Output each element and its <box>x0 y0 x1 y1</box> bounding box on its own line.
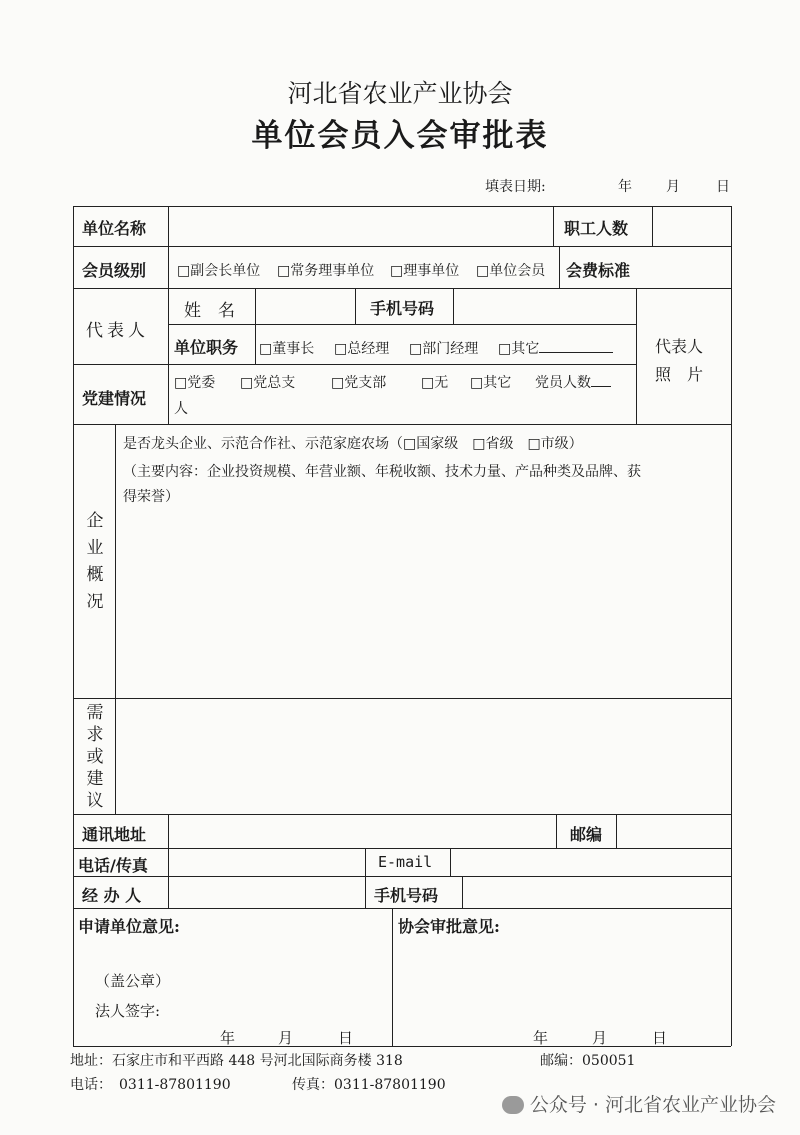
date-day: 日 <box>716 179 730 195</box>
rule <box>73 814 731 815</box>
rule <box>73 848 731 849</box>
footer-zip: 邮编：050051 <box>540 1053 636 1069</box>
rule <box>73 206 731 207</box>
zip-label: 邮编 <box>570 825 603 844</box>
assoc-day: 日 <box>652 1029 668 1047</box>
rule <box>450 848 451 876</box>
rule <box>616 814 617 848</box>
phone-fax-label: 电话/传真 <box>78 856 148 875</box>
rule <box>73 1046 731 1047</box>
rule <box>168 324 636 325</box>
rep-name-label: 姓 名 <box>184 301 235 321</box>
overview-label: 企业概况 <box>86 511 104 612</box>
party-option-none[interactable]: □无 <box>421 375 449 391</box>
wechat-icon <box>502 1096 524 1114</box>
position-option-other-label: □其它 <box>498 341 540 357</box>
footer-address: 地址：石家庄市和平西路 448 号河北国际商务楼 318 <box>70 1053 403 1069</box>
legal-signature-label: 法人签字: <box>95 1002 161 1020</box>
rule <box>73 876 731 877</box>
watermark-text: 公众号 · 河北省农业产业协会 <box>529 1094 776 1116</box>
applicant-year: 年 <box>220 1029 236 1047</box>
overview-line-3: 得荣誉） <box>123 489 179 505</box>
applicant-day: 日 <box>338 1029 354 1047</box>
watermark <box>502 1090 776 1117</box>
party-building-label: 党建情况 <box>82 389 147 408</box>
rule <box>73 364 636 365</box>
rule <box>365 848 366 908</box>
staff-count-label: 职工人数 <box>564 219 629 238</box>
representative-label: 代表人 <box>86 321 149 341</box>
member-level-label: 会员级别 <box>82 261 147 280</box>
rule <box>73 424 731 425</box>
handler-label: 经 办 人 <box>82 886 142 905</box>
party-option-general-branch[interactable]: □党总支 <box>240 375 296 391</box>
rule <box>168 364 169 424</box>
address-label: 通讯地址 <box>82 825 147 844</box>
party-option-branch[interactable]: □党支部 <box>331 375 387 391</box>
position-option-other[interactable] <box>498 338 613 358</box>
position-option-chairman[interactable]: □董事长 <box>259 341 315 357</box>
photo-label-line1: 代表人 <box>655 337 704 356</box>
rule <box>73 698 731 699</box>
rule <box>73 288 731 289</box>
needs-label: 需求或建议 <box>86 703 104 811</box>
party-members-unit: 人 <box>174 401 188 417</box>
rule <box>168 288 169 364</box>
association-opinion-label: 协会审批意见: <box>398 917 500 936</box>
position-option-gm[interactable]: □总经理 <box>334 341 390 357</box>
rep-position-label: 单位职务 <box>174 338 239 357</box>
level-option-member[interactable]: □单位会员 <box>476 263 546 279</box>
handler-mobile-label: 手机号码 <box>374 886 439 905</box>
rule <box>255 288 256 364</box>
fee-standard-label: 会费标准 <box>566 261 631 280</box>
position-option-dept-manager[interactable]: □部门经理 <box>409 341 479 357</box>
rule <box>731 206 732 1046</box>
email-label: E-mail <box>378 853 433 871</box>
rule <box>652 206 653 246</box>
level-option-director[interactable]: □理事单位 <box>390 263 460 279</box>
party-option-committee[interactable]: □党委 <box>174 375 216 391</box>
rule <box>115 424 116 814</box>
rule <box>556 814 557 848</box>
rule <box>392 908 393 1046</box>
unit-name-label: 单位名称 <box>82 219 147 238</box>
rule <box>73 206 74 1046</box>
org-name: 河北省农业产业协会 <box>287 79 513 108</box>
rule <box>168 206 169 288</box>
rule <box>168 814 169 908</box>
form-title: 单位会员入会审批表 <box>251 118 549 154</box>
footer-fax: 传真：0311-87801190 <box>292 1077 446 1093</box>
date-year: 年 <box>618 179 632 195</box>
party-option-other[interactable]: □其它 <box>470 375 512 391</box>
footer-phone: 电话： 0311-87801190 <box>70 1077 231 1093</box>
rule <box>636 288 637 424</box>
photo-label-line2: 照 片 <box>655 365 704 384</box>
level-option-vice-president[interactable]: □副会长单位 <box>177 263 261 279</box>
party-members-label: 党员人数 <box>535 375 591 391</box>
level-option-standing-director[interactable]: □常务理事单位 <box>277 263 375 279</box>
fill-date-label: 填表日期: <box>485 179 546 195</box>
rule <box>73 908 731 909</box>
date-month: 月 <box>666 179 680 195</box>
rule <box>453 288 454 324</box>
party-members[interactable] <box>535 372 611 392</box>
overview-line-2: （主要内容：企业投资规模、年营业额、年税收额、技术力量、产品种类及品牌、获 <box>123 464 641 480</box>
rule <box>553 206 554 246</box>
position-other-blank[interactable] <box>539 340 613 353</box>
party-members-blank[interactable] <box>591 374 611 387</box>
assoc-month: 月 <box>592 1029 608 1047</box>
rule <box>462 876 463 908</box>
assoc-year: 年 <box>533 1029 549 1047</box>
applicant-month: 月 <box>278 1029 294 1047</box>
rule <box>355 288 356 324</box>
seal-note: （盖公章） <box>95 972 171 990</box>
overview-line-1: 是否龙头企业、示范合作社、示范家庭农场（□国家级 □省级 □市级） <box>123 436 583 452</box>
rule <box>73 246 731 247</box>
applicant-opinion-label: 申请单位意见: <box>78 917 180 936</box>
rule <box>559 246 560 288</box>
rep-phone-label: 手机号码 <box>370 299 435 318</box>
